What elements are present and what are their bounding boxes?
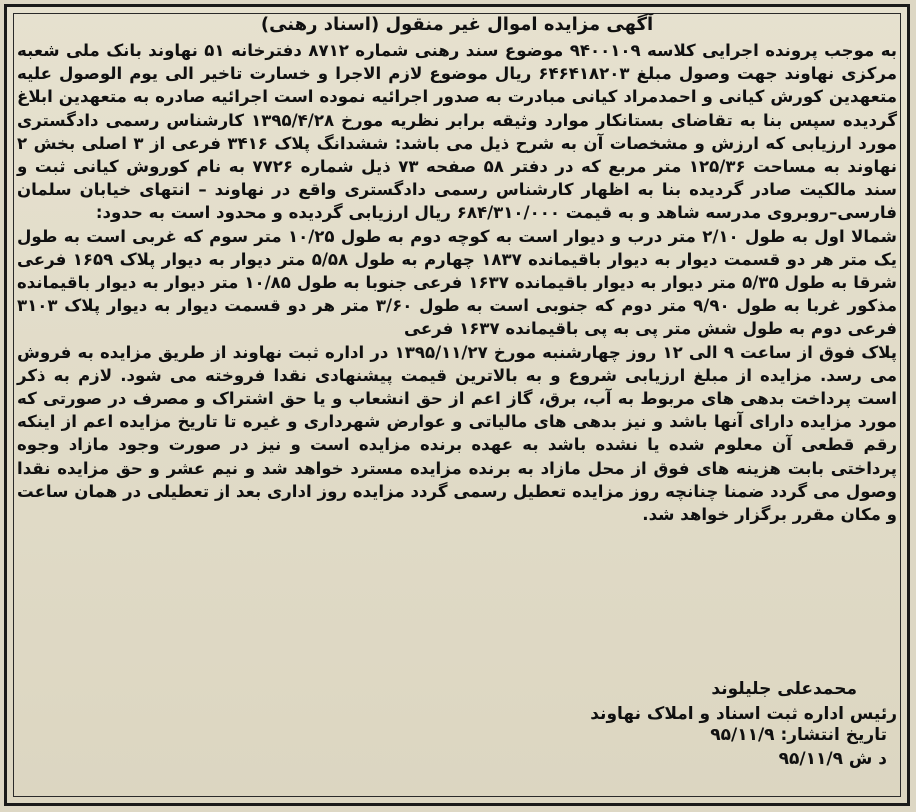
notice-paragraph-auction-subject: به موجب پرونده اجرایی کلاسه ۹۴۰۰۱۰۹ موضوع سند رهنی شماره ۸۷۱۲ دفترخانه ۵۱ نهاوند بانک ملی شعبه مرکزی نهاوند جهت وصول مبلغ ۶۴۶۴۱۸۲۰۳ ریال موضوع لازم الاجرا و خسارت تاخیر الی یوم الوصول علیه متعهدین کورش کیانی و احمدمراد کیانی مبادرت به صدور اجرائیه نموده است اجرائیه صادره به متعهدین ابلاغ گردیده سپس بنا به تقاضای بستانکار موارد وثیقه برابر نظریه مورخ ۱۳۹۵/۴/۲۸ کارشناس رسمی دادگستری مورد ارزیابی که ارزش و مشخصات آن به شرح ذیل می باشد: ششدانگ پلاک ۳۴۱۶ فرعی از ۳ اصلی بخش ۲ نهاوند به مساحت ۱۲۵/۳۶ متر مربع که در دفتر ۵۸ صفحه ۷۳ ذیل شماره ۷۷۲۶ به نام کوروش کیانی ثبت و سند مالکیت صادر گردیده بنا به اظهار کارشناس رسمی دادگستری واقع در نهاوند – انتهای خیابان سلمان فارسی–روبروی مدرسه شاهد و به قیمت ۶۸۴/۳۱۰/۰۰۰ ریال ارزیابی گردیده و محدود است به حدود: bbox=[17, 41, 898, 223]
notice-page bbox=[17, 13, 897, 797]
signer-name: محمدعلی جلیلوند bbox=[711, 679, 857, 699]
publication-dates bbox=[710, 723, 887, 771]
reference-date: د ش ۹۵/۱۱/۹ bbox=[778, 749, 887, 769]
notice-frame bbox=[4, 4, 910, 806]
signature-block bbox=[590, 677, 897, 727]
publish-date: تاریخ انتشار: ۹۵/۱۱/۹ bbox=[710, 725, 887, 745]
notice-paragraph-auction-terms: پلاک فوق از ساعت ۹ الی ۱۲ روز چهارشنبه مورخ ۱۳۹۵/۱۱/۲۷ در اداره ثبت نهاوند از طریق مزایده به فروش می رسد. مزایده از مبلغ ارزیابی شروع و به بالاترین قیمت پیشنهادی نقدا فروخته می شود. لازم به ذکر است پرداخت بدهی های مربوط به آب، برق، گاز اعم از حق انشعاب و یا حق اشتراک و مصرف در صورتی که مورد مزایده دارای آنها باشد و نیز بدهی های مالیاتی و عوارض شهرداری و غیره تا تاریخ مزایده اعم از اینکه رقم قطعی آن معلوم شده یا نشده باشد به عهده برنده مزایده است و نیز در صورت وجود مازاد وجوه پرداختی بابت هزینه های فوق از محل مازاد به برنده مزایده مسترد خواهد شد و نیم عشر و حق مزایده نقدا وصول می گردد ضمنا چنانچه روز مزایده تعطیل رسمی گردد مزایده روز اداری بعد از تعطیلی در همان ساعت و مکان مقرر برگزار خواهد شد. bbox=[17, 342, 898, 525]
notice-paragraph-boundaries: شمالا اول به طول ۲/۱۰ متر درب و دیوار است به کوچه دوم به طول ۱۰/۲۵ متر سوم که غربی است به طول یک متر هر دو قسمت دیوار به دیوار باقیمانده ۱۸۳۷ چهارم به طول ۵/۵۸ متر دیوار به دیوار پلاک ۱۶۵۹ فرعی شرقا به طول ۵/۳۵ متر دیوار به دیوار باقیمانده ۱۶۳۷ فرعی جنوبا به طول ۱۰/۸۵ متر دیوار به دیوار باقیمانده مذکور غربا به طول ۹/۹۰ متر دوم که جنوبی است به طول ۳/۶۰ متر هر دو قسمت دیوار به دیوار پلاک ۳۱۰۳ فرعی دوم به طول شش متر پی به پی باقیمانده ۱۶۳۷ فرعی bbox=[17, 226, 898, 339]
signer-title: رئیس اداره ثبت اسناد و املاک نهاوند bbox=[590, 704, 897, 724]
notice-title: آگهی مزایده اموال غیر منقول (اسناد رهنی) bbox=[260, 14, 654, 35]
